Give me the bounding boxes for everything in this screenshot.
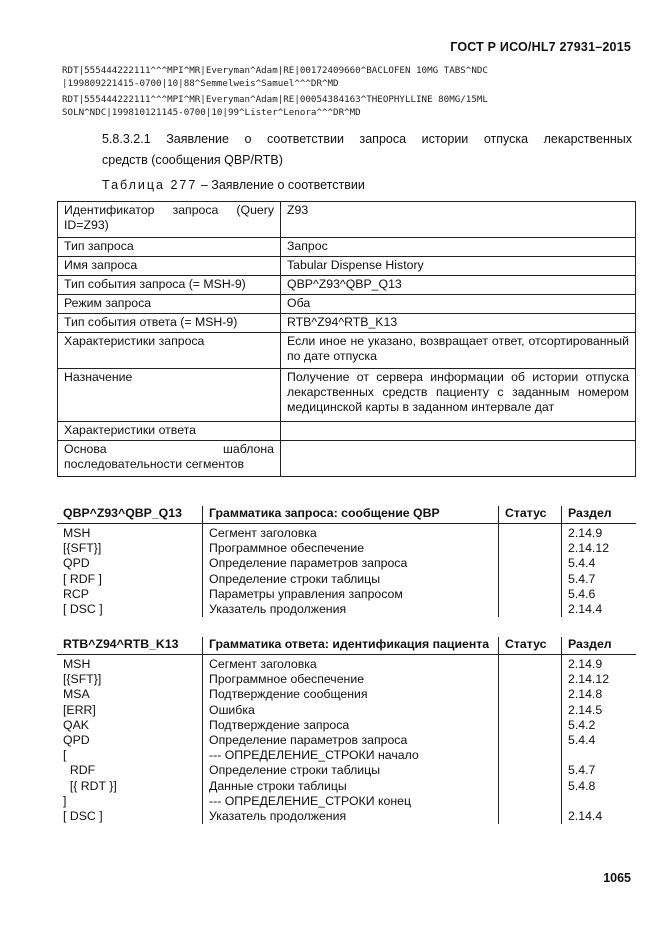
row-label: Назначение [58, 369, 281, 422]
description-cell: Определение строки таблицы [203, 572, 499, 587]
row-value: RTB^Z94^RTB_K13 [281, 314, 636, 333]
status-cell [499, 541, 562, 556]
section-title-line2: средств (сообщения QBP/RTB) [102, 153, 283, 167]
segment-cell: QPD [63, 556, 90, 571]
header-status: Статус [499, 506, 562, 524]
code-line: SOLN^NDC|199810121145-0700|10|99^Lister^Lenora^^^DR^MD [62, 107, 361, 118]
table-row [57, 587, 636, 602]
header-status: Статус [499, 637, 562, 655]
row-value: QBP^Z93^QBP_Q13 [281, 276, 636, 295]
row-label: Тип события ответа (= MSH-9) [58, 314, 281, 333]
section-cell: 2.14.9 [562, 524, 637, 542]
table-row [57, 687, 636, 702]
row-value: Получение от сервера информации об истории отпуска лекарственных средств пациенту с заданным номером медицинской карты в заданном интервале дат [281, 369, 636, 422]
section-cell: 5.4.4 [562, 556, 637, 571]
row-label: Идентификатор запроса (Query ID=Z93) [58, 202, 281, 238]
description-cell: Программное обеспечение [203, 672, 499, 687]
table-row [58, 369, 636, 422]
section-cell: 5.4.2 [562, 718, 637, 733]
description-cell: Программное обеспечение [203, 541, 499, 556]
status-cell [499, 748, 562, 763]
header-message-type: RTB^Z94^RTB_K13 [57, 637, 203, 655]
description-cell: Указатель продолжения [203, 602, 499, 617]
table-row [58, 257, 636, 276]
row-label: Характеристики ответа [58, 422, 281, 441]
status-cell [499, 779, 562, 794]
header-grammar: Грамматика ответа: идентификация пациента [203, 637, 499, 655]
segment-cell: [ERR] [63, 702, 96, 717]
code-line: RDT|555444222111^^^MPI^MR|Everyman^Adam|RE|00054384163^THEOPHYLLINE 80MG/15ML [62, 94, 488, 105]
status-cell [499, 587, 562, 602]
table-row [57, 733, 636, 748]
row-label: Характеристики запроса [58, 333, 281, 369]
description-cell: Сегмент заголовка [203, 524, 499, 542]
segment-cell: MSH [63, 657, 91, 671]
section-cell [562, 748, 637, 763]
status-cell [499, 672, 562, 687]
description-cell: Сегмент заголовка [203, 655, 499, 673]
section-cell: 5.4.8 [562, 779, 637, 794]
table-row [57, 602, 636, 617]
status-cell [499, 687, 562, 702]
table-header-row [57, 637, 636, 655]
segment-cell: QAK [63, 717, 89, 732]
description-cell: Указатель продолжения [203, 809, 499, 824]
caption-dash: – [200, 178, 208, 192]
table-row [58, 422, 636, 441]
table-row [58, 441, 636, 477]
segment-cell: RCP [63, 586, 89, 601]
status-cell [499, 733, 562, 748]
section-cell: 2.14.4 [562, 809, 637, 824]
status-cell [499, 655, 562, 673]
section-cell: 5.4.7 [562, 572, 637, 587]
table-row [57, 794, 636, 809]
segment-cell: [{SFT}] [63, 541, 102, 556]
response-grammar-table [57, 637, 636, 824]
status-cell [499, 524, 562, 542]
status-cell [499, 718, 562, 733]
table-row [57, 524, 636, 542]
table-row [57, 572, 636, 587]
header-grammar: Грамматика запроса: сообщение QBP [203, 506, 499, 524]
row-value: Запрос [281, 238, 636, 257]
row-value [281, 441, 636, 477]
row-value: Оба [281, 295, 636, 314]
section-cell: 2.14.12 [562, 672, 637, 687]
section-cell: 2.14.9 [562, 655, 637, 673]
page-number: 1065 [603, 871, 631, 885]
header-message-type: QBP^Z93^QBP_Q13 [57, 506, 203, 524]
code-line: RDT|555444222111^^^MPI^MR|Everyman^Adam|RE|00172409660^BACLOFEN 10MG TABS^NDC [62, 65, 488, 76]
status-cell [499, 763, 562, 778]
description-cell: Определение параметров запроса [203, 556, 499, 571]
status-cell [499, 602, 562, 617]
table-row [58, 276, 636, 295]
section-cell: 2.14.8 [562, 687, 637, 702]
description-cell: Параметры управления запросом [203, 587, 499, 602]
table-row [58, 238, 636, 257]
table-row [57, 779, 636, 794]
row-label: Тип события запроса (= MSH-9) [58, 276, 281, 295]
description-cell: Ошибка [203, 703, 499, 718]
segment-cell: MSH [63, 526, 91, 540]
segment-cell: MSA [63, 687, 90, 702]
row-value: Tabular Dispense History [281, 257, 636, 276]
row-value: Если иное не указано, возвращает ответ, отсортированный по дате отпуска [281, 333, 636, 369]
table-row [57, 809, 636, 824]
description-cell: Определение параметров запроса [203, 733, 499, 748]
segment-cell: ] [63, 793, 67, 808]
status-cell [499, 794, 562, 809]
query-grammar-table [57, 506, 636, 617]
description-cell: --- ОПРЕДЕЛЕНИЕ_СТРОКИ конец [203, 794, 499, 809]
section-cell: 2.14.12 [562, 541, 637, 556]
description-cell: Подтверждение запроса [203, 718, 499, 733]
table-row [58, 333, 636, 369]
row-value: Z93 [281, 202, 636, 238]
segment-cell: QPD [63, 733, 90, 748]
table-row [57, 541, 636, 556]
query-grammar-rows [57, 524, 636, 618]
table-row [58, 295, 636, 314]
header-section: Раздел [562, 506, 637, 524]
segment-cell: [ DSC ] [63, 602, 103, 617]
segment-cell: RDF [63, 763, 96, 778]
section-cell: 2.14.4 [562, 602, 637, 617]
description-cell: Подтверждение сообщения [203, 687, 499, 702]
table-header-row [57, 506, 636, 524]
table-caption [102, 178, 365, 192]
conformance-table [57, 201, 636, 477]
section-number: 5.8.3.2.1 [102, 132, 151, 146]
caption-label: Таблица 277 [102, 178, 198, 192]
response-grammar-rows [57, 655, 636, 825]
section-cell: 5.4.4 [562, 733, 637, 748]
section-cell: 5.4.6 [562, 587, 637, 602]
segment-cell: [{ RDT }] [63, 778, 117, 793]
description-cell: Определение строки таблицы [203, 763, 499, 778]
row-label: Основа шаблона последовательности сегментов [58, 441, 281, 477]
description-cell: --- ОПРЕДЕЛЕНИЕ_СТРОКИ начало [203, 748, 499, 763]
table-row [57, 718, 636, 733]
table-row [58, 314, 636, 333]
section-heading [62, 129, 632, 171]
document-header: ГОСТ Р ИСО/HL7 27931–2015 [450, 40, 631, 54]
table-row [57, 703, 636, 718]
table-row [57, 556, 636, 571]
section-cell: 2.14.5 [562, 703, 637, 718]
row-label: Имя запроса [58, 257, 281, 276]
segment-cell: [ [63, 748, 67, 763]
section-cell [562, 794, 637, 809]
status-cell [499, 703, 562, 718]
code-line: |199809221415-0700|10|88^Semmelweis^Samuel^^^DR^MD [62, 78, 339, 89]
segment-cell: [ DSC ] [63, 809, 103, 824]
header-section: Раздел [562, 637, 637, 655]
segment-cell: [ RDF ] [63, 571, 102, 586]
row-label: Тип запроса [58, 238, 281, 257]
status-cell [499, 556, 562, 571]
table-row [58, 202, 636, 238]
section-cell: 5.4.7 [562, 763, 637, 778]
caption-text: Заявление о соответствии [211, 178, 365, 192]
description-cell: Данные строки таблицы [203, 779, 499, 794]
table-row [57, 748, 636, 763]
row-value [281, 422, 636, 441]
status-cell [499, 572, 562, 587]
segment-cell: [{SFT}] [63, 672, 102, 687]
table-row [57, 655, 636, 673]
row-label: Режим запроса [58, 295, 281, 314]
table-row [57, 672, 636, 687]
section-title-line1: Заявление о соответствии запроса истории отпуска лекарственных [166, 132, 632, 146]
table-row [57, 763, 636, 778]
status-cell [499, 809, 562, 824]
